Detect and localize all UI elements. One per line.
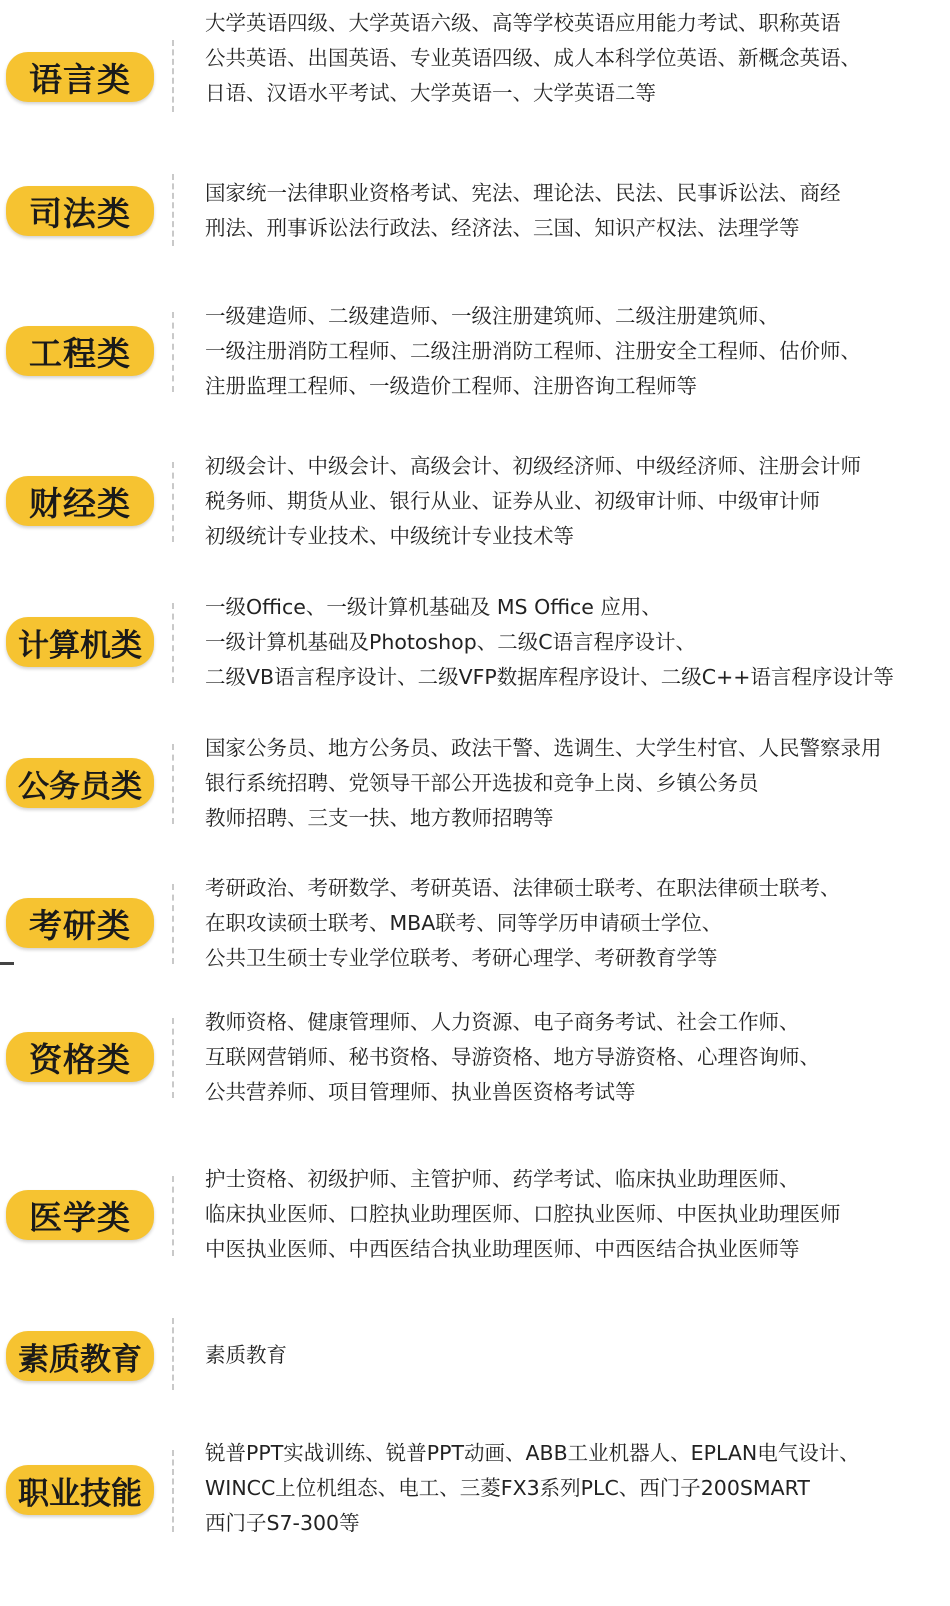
category-badge-engineering: 工程类 xyxy=(6,326,154,376)
dashed-divider xyxy=(172,884,174,964)
category-items-vocational-skills xyxy=(205,1436,940,1541)
category-badge-judicial: 司法类 xyxy=(6,186,154,236)
dashed-divider xyxy=(172,462,174,542)
dashed-divider xyxy=(172,1176,174,1256)
category-badge-qualification: 资格类 xyxy=(6,1032,154,1082)
item-line: 教师资格、健康管理师、人力资源、电子商务考试、社会工作师、 xyxy=(205,1010,800,1034)
dashed-divider xyxy=(172,40,174,112)
item-line: 护士资格、初级护师、主管护师、药学考试、临床执业助理医师、 xyxy=(205,1167,800,1191)
category-badge-medical: 医学类 xyxy=(6,1190,154,1240)
dashed-divider xyxy=(172,744,174,824)
category-items-computer xyxy=(205,590,940,695)
item-line: 临床执业医师、口腔执业助理医师、口腔执业医师、中医执业助理医师 xyxy=(205,1202,841,1226)
item-line: 锐普PPT实战训练、锐普PPT动画、ABB工业机器人、EPLAN电气设计、 xyxy=(205,1441,860,1465)
item-line: 互联网营销师、秘书资格、导游资格、地方导游资格、心理咨询师、 xyxy=(205,1045,820,1069)
item-line: 中医执业医师、中西医结合执业助理医师、中西医结合执业医师等 xyxy=(205,1237,800,1261)
category-items-civil-service xyxy=(205,731,940,836)
item-line: 一级计算机基础及Photoshop、二级C语言程序设计、 xyxy=(205,630,697,654)
item-line: 银行系统招聘、党领导干部公开选拔和竞争上岗、乡镇公务员 xyxy=(205,771,759,795)
category-badge-quality-education: 素质教育 xyxy=(6,1331,154,1381)
item-line: 税务师、期货从业、银行从业、证券从业、初级审计师、中级审计师 xyxy=(205,489,820,513)
category-badge-postgraduate: 考研类 xyxy=(6,898,154,948)
dashed-divider xyxy=(172,603,174,683)
category-items-engineering xyxy=(205,299,940,404)
item-line: 日语、汉语水平考试、大学英语一、大学英语二等 xyxy=(205,81,656,105)
item-line: 国家公务员、地方公务员、政法干警、选调生、大学生村官、人民警察录用 xyxy=(205,736,882,760)
category-items-qualification xyxy=(205,1005,940,1110)
category-items-medical xyxy=(205,1162,940,1267)
item-line: 公共卫生硕士专业学位联考、考研心理学、考研教育学等 xyxy=(205,946,718,970)
item-line: 刑法、刑事诉讼法行政法、经济法、三国、知识产权法、法理学等 xyxy=(205,216,800,240)
item-line: 国家统一法律职业资格考试、宪法、理论法、民法、民事诉讼法、商经 xyxy=(205,181,841,205)
item-line: 大学英语四级、大学英语六级、高等学校英语应用能力考试、职称英语 xyxy=(205,11,841,35)
item-line: 在职攻读硕士联考、MBA联考、同等学历申请硕士学位、 xyxy=(205,911,723,935)
edge-mark xyxy=(0,962,14,965)
item-line: 素质教育 xyxy=(205,1343,287,1367)
category-badge-computer: 计算机类 xyxy=(6,617,154,667)
item-line: 公共英语、出国英语、专业英语四级、成人本科学位英语、新概念英语、 xyxy=(205,46,861,70)
item-line: 注册监理工程师、一级造价工程师、注册咨询工程师等 xyxy=(205,374,697,398)
item-line: WINCC上位机组态、电工、三菱FX3系列PLC、西门子200SMART xyxy=(205,1476,810,1500)
category-items-postgraduate xyxy=(205,871,940,976)
item-line: 一级建造师、二级建造师、一级注册建筑师、二级注册建筑师、 xyxy=(205,304,779,328)
category-items-language xyxy=(205,6,940,111)
dashed-divider xyxy=(172,312,174,392)
item-line: 初级统计专业技术、中级统计专业技术等 xyxy=(205,524,574,548)
item-line: 一级Office、一级计算机基础及 MS Office 应用、 xyxy=(205,595,662,619)
category-badge-vocational-skills: 职业技能 xyxy=(6,1465,154,1515)
dashed-divider xyxy=(172,1318,174,1390)
category-badge-finance: 财经类 xyxy=(6,476,154,526)
category-badge-language: 语言类 xyxy=(6,52,154,102)
category-items-judicial xyxy=(205,176,940,246)
dashed-divider xyxy=(172,1450,174,1532)
category-items-finance xyxy=(205,449,940,554)
item-line: 初级会计、中级会计、高级会计、初级经济师、中级经济师、注册会计师 xyxy=(205,454,861,478)
dashed-divider xyxy=(172,1018,174,1098)
item-line: 西门子S7-300等 xyxy=(205,1511,360,1535)
category-items-quality-education xyxy=(205,1338,940,1373)
dashed-divider xyxy=(172,174,174,246)
item-line: 考研政治、考研数学、考研英语、法律硕士联考、在职法律硕士联考、 xyxy=(205,876,841,900)
category-badge-civil-service: 公务员类 xyxy=(6,758,154,808)
item-line: 公共营养师、项目管理师、执业兽医资格考试等 xyxy=(205,1080,636,1104)
item-line: 二级VB语言程序设计、二级VFP数据库程序设计、二级C++语言程序设计等 xyxy=(205,665,894,689)
item-line: 教师招聘、三支一扶、地方教师招聘等 xyxy=(205,806,554,830)
item-line: 一级注册消防工程师、二级注册消防工程师、注册安全工程师、估价师、 xyxy=(205,339,861,363)
